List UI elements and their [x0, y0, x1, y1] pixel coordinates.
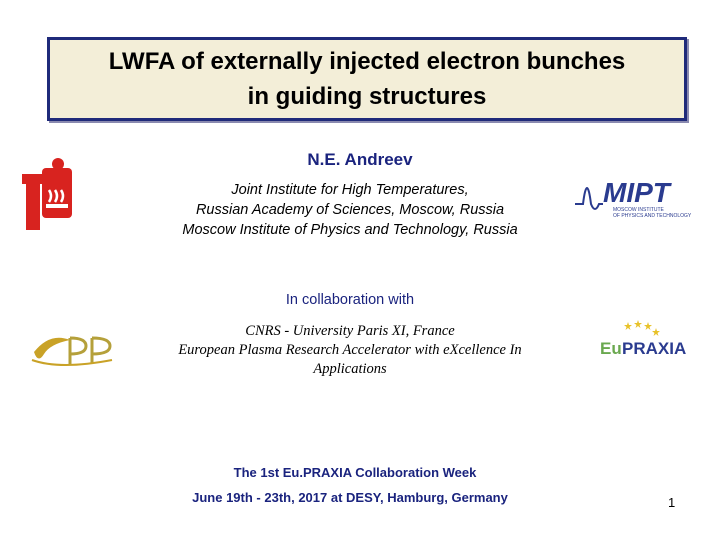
lpgp-logo-wave — [32, 360, 112, 365]
title-box — [47, 37, 687, 121]
eupraxia-logo-stars — [624, 320, 660, 336]
mipt-logo — [573, 168, 698, 220]
mipt-logo-subtext-1: MOSCOW INSTITUTE — [613, 207, 664, 213]
eupraxia-logo-text-praxia: PRAXIA — [622, 339, 687, 358]
partner-line: European Plasma Research Accelerator with eXcellence In — [178, 342, 522, 358]
collaboration-heading: In collaboration with — [285, 292, 415, 308]
title-line-2: in guiding structures — [247, 83, 487, 110]
title-line-1: LWFA of externally injected electron bunches — [108, 48, 626, 75]
event-name: The 1st Eu.PRAXIA Collaboration Week — [233, 465, 477, 480]
partner-line: CNRS - University Paris XI, France — [245, 323, 455, 339]
jiht-logo-base — [46, 204, 68, 208]
affiliation-line: Moscow Institute of Physics and Technology, Russia — [182, 222, 518, 238]
lpgp-logo-curve — [34, 338, 70, 359]
eupraxia-logo-text-eu: Eu — [600, 339, 622, 358]
affiliation-line: Joint Institute for High Temperatures, — [231, 182, 469, 198]
author-name: N.E. Andreev — [307, 150, 413, 169]
eupraxia-logo — [598, 320, 693, 362]
lpgp-logo-letters — [70, 338, 110, 364]
affiliation-line: Russian Academy of Sciences, Moscow, Russia — [195, 202, 505, 218]
partners — [140, 322, 560, 379]
lpgp-logo — [30, 330, 115, 372]
page-number: 1 — [668, 495, 676, 510]
affiliations — [140, 180, 560, 240]
partner-line: Applications — [313, 361, 387, 377]
event-dates: June 19th - 23th, 2017 at DESY, Hamburg, Germany — [192, 490, 508, 505]
mipt-logo-subtext-2: OF PHYSICS AND TECHNOLOGY — [613, 213, 692, 219]
mipt-logo-wave — [575, 188, 603, 209]
jiht-logo-crossbar — [22, 174, 44, 184]
mipt-logo-text: MIPT — [603, 177, 670, 208]
